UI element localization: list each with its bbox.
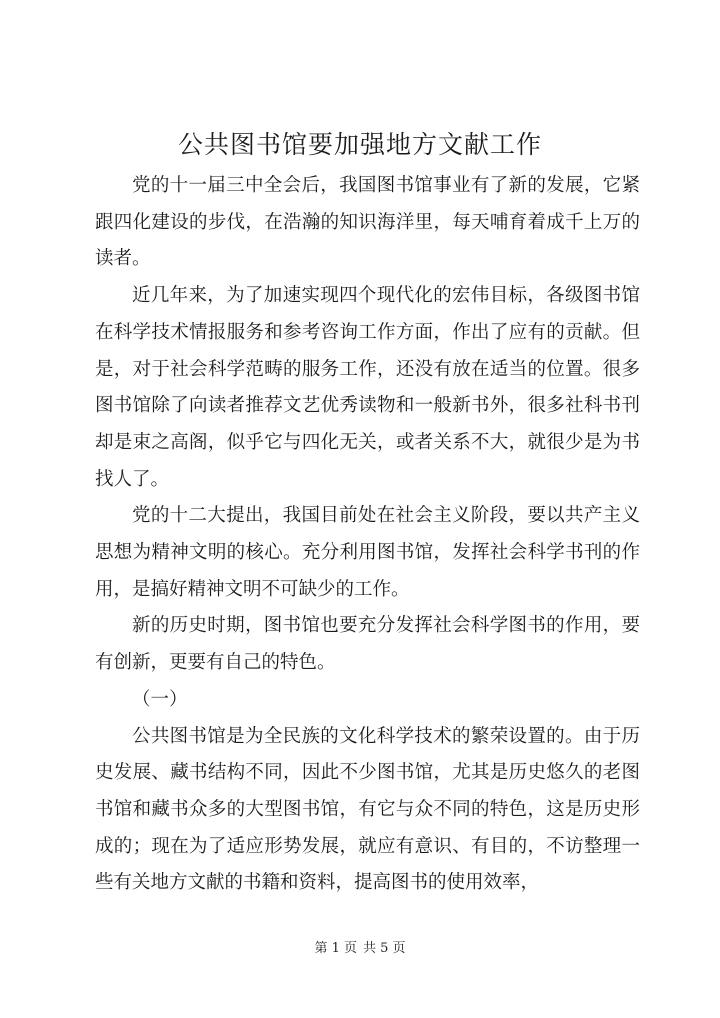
paragraph: 公共图书馆是为全民族的文化科学技术的繁荣设置的。由于历史发展、藏书结构不同，因此不少图书馆，尤其是历史悠久的老图书馆和藏书众多的大型图书馆，有它与众不同的特色，这是历史形成的；现在为了适应形势发展，就应有意识、有目的，不访整理一些有关地方文献的书籍和资料，提高图书的使用效率， xyxy=(95,725,640,894)
paragraph: 近几年来，为了加速实现四个现代化的宏伟目标，各级图书馆在科学技术情报服务和参考咨询工作方面，作出了应有的贡献。但是，对于社会科学范畴的服务工作，还没有放在适当的位置。很多图书馆除了向读者推荐文艺优秀读物和一般新书外，很多社科书刊却是束之高阁，似乎它与四化无关，或者关系不大，就很少是为书找人了。 xyxy=(95,285,640,490)
page-number: 第 1 页 xyxy=(314,941,357,956)
page-total: 共 5 页 xyxy=(363,941,406,956)
document-title: 公共图书馆要加强地方文献工作 xyxy=(177,130,542,159)
paragraph: 党的十一届三中全会后，我国图书馆事业有了新的发展，它紧跟四化建设的步伐，在浩瀚的知识海洋里，每天哺育着成千上万的读者。 xyxy=(95,175,640,270)
document-body xyxy=(95,168,640,902)
paragraph: 新的历史时期，图书馆也要充分发挥社会科学图书的作用，要有创新，更要有自己的特色。 xyxy=(95,615,640,674)
paragraph: 党的十二大提出，我国目前处在社会主义阶段，要以共产主义思想为精神文明的核心。充分利用图书馆，发挥社会科学书刊的作用，是搞好精神文明不可缺少的工作。 xyxy=(95,505,640,600)
section-heading: （一） xyxy=(132,688,188,710)
page-footer xyxy=(0,940,720,958)
